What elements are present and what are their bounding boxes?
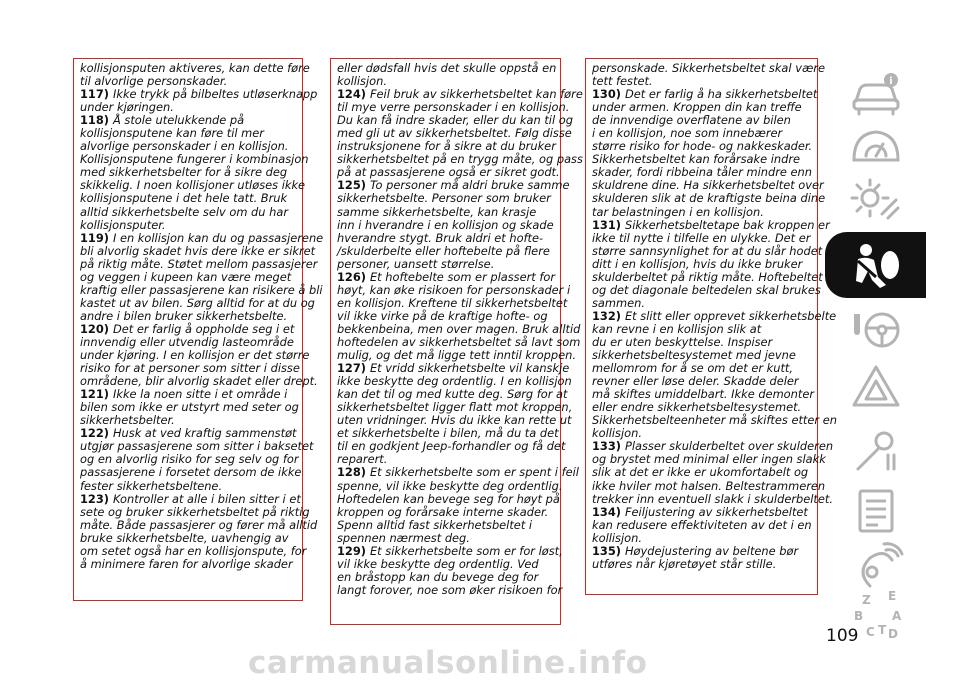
- tab-safety[interactable]: [825, 232, 926, 298]
- line-text: Kollisjonsputene fungerer i kombinasjon: [80, 152, 309, 167]
- line-text: langt forover, noe som øker risikoen for: [337, 582, 563, 597]
- steering-wheel-icon: [848, 304, 904, 356]
- line-text: slik at det er ikke er ukomfortabelt og: [592, 465, 809, 480]
- maintenance-icon: [848, 425, 904, 477]
- line-text: skulderbeltet på riktig måte. Hoftebeltet: [592, 269, 823, 284]
- line-text: sikkerhetsbelte. Personer som bruker: [337, 191, 551, 206]
- line-text: instruksjonene for å sikre at du bruker: [337, 139, 556, 154]
- line-text: eller endre sikkerhetsbeltesystemet.: [592, 400, 802, 415]
- line-text: kroppen og forårsake interne skader.: [337, 504, 549, 519]
- tab-emergency[interactable]: [825, 354, 926, 420]
- text-column-1: [73, 58, 324, 601]
- line-text: sikkerhetsbelter.: [80, 413, 175, 428]
- line-text: Å stole utelukkende på: [112, 113, 245, 128]
- line-text: og en alvorlig risiko for seg selv og for: [80, 452, 299, 467]
- line-text: om setet også har en kollisjonspute, for: [80, 543, 307, 558]
- line-text: de innvendige overflatene av bilen: [592, 113, 791, 128]
- line-text: områdene, blir alvorlig skadet eller drept.: [80, 374, 318, 389]
- note-number: 117): [80, 87, 109, 102]
- line-text: større risiko for hode- og nakkeskader.: [592, 139, 813, 154]
- line-text: skulderen slik at de kraftigste beina dine: [592, 191, 826, 206]
- line-text: samme sikkerhetsbelte, kan krasje: [337, 204, 537, 219]
- line-text: bli alvorlig skadet hvis dere ikke er sikret: [80, 243, 316, 258]
- line-text: skader, fordi ribbeina tåler mindre enn: [592, 165, 812, 180]
- line-text: Kontroller at alle i bilen sitter i et: [112, 491, 301, 506]
- note-number: 121): [80, 387, 109, 402]
- note-number: 124): [337, 87, 366, 102]
- text-column-2: [330, 58, 583, 625]
- line-text: til alvorlige personskader.: [80, 74, 228, 89]
- line-text: med gli ut av sikkerhetsbeltet. Følg disse: [337, 126, 572, 141]
- line-text: kollisjon.: [337, 74, 387, 89]
- note-number: 128): [337, 465, 366, 480]
- line-text: tar belastningen i en kollisjon.: [592, 204, 764, 219]
- note-number: 122): [80, 426, 109, 441]
- line-text: til en godkjent Jeep-forhandler og få det: [337, 439, 566, 454]
- line-text: i en kollisjon, noe som innebærer: [592, 126, 783, 141]
- line-text: med sikkerhetsbelter for å sikre deg: [80, 165, 288, 180]
- line-text: reparert.: [337, 452, 388, 467]
- line-text: utføres når kjøretøyet står stille.: [592, 556, 777, 571]
- line-text: sikkerhetsbeltesystemet med jevne: [592, 348, 796, 363]
- line-text: under armen. Kroppen din kan treffe: [592, 100, 802, 115]
- line-text: fester sikkerhetsbeltene.: [80, 478, 223, 493]
- line-text: personskade. Sikkerhetsbeltet skal være: [592, 61, 825, 75]
- line-text: Ikke la noen sitte i et område i: [112, 387, 288, 402]
- line-text: skuldrene dine. Ha sikkerhetsbeltet over: [592, 178, 824, 193]
- line-text: bekkenbeina, men over magen. Bruk alltid: [337, 321, 581, 336]
- line-text: under kjøring. I en kollisjon er det større: [80, 348, 310, 363]
- index-letter: E: [887, 590, 896, 603]
- index-letter: T: [877, 623, 886, 637]
- line-text: kollisjonsputer.: [80, 217, 166, 232]
- line-text: kan revne i en kollisjon slik at: [592, 321, 762, 336]
- line-text: vil ikke beskytte deg ordentlig. Ved: [337, 556, 539, 571]
- page-number: 109: [826, 626, 859, 646]
- line-text: Plasser skulderbeltet over skulderen: [624, 439, 834, 454]
- index-letter: C: [865, 625, 875, 639]
- note-number: 123): [80, 491, 109, 506]
- line-text: større sannsynlighet for at du slår hodet: [592, 243, 823, 258]
- line-text: Et vridd sikkerhetsbelte vil kanskje: [369, 361, 570, 376]
- note-number: 126): [337, 269, 366, 284]
- line-text: Det er farlig å oppholde seg i et: [112, 321, 295, 336]
- svg-text:i: i: [888, 76, 893, 87]
- line-text: trekker inn eventuell slakk i skulderbeltet.: [592, 491, 833, 506]
- line-text: Feil bruk av sikkerhetsbeltet kan føre: [369, 87, 583, 102]
- line-text: under kjøringen.: [80, 100, 174, 115]
- line-text: Det er farlig å ha sikkerhetsbeltet: [624, 87, 818, 102]
- line-text: sikkerhetsbeltet ligger flatt mot kroppen,: [337, 400, 573, 415]
- line-text: spennen nærmest deg.: [337, 530, 470, 545]
- line-text: kollisjonsputene i det hele tatt. Bruk: [80, 191, 288, 206]
- line-text: skikkelig. I noen kollisjoner utløses ikke: [80, 178, 306, 193]
- line-text: Et sikkerhetsbelte som er spent i feil: [369, 465, 579, 480]
- line-text: uten vridninger. Hvis du ikke kan rette ut: [337, 413, 572, 428]
- specifications-icon: [848, 485, 904, 537]
- line-text: Sikkerhetsbeltet kan forårsake indre: [592, 152, 801, 167]
- line-text: en bråstopp kan du bevege deg for: [337, 569, 539, 584]
- index-letter: Z: [861, 593, 871, 607]
- note-number: 125): [337, 178, 366, 193]
- note-number: 118): [80, 113, 109, 128]
- line-text: ikke til nytte i tilfelle en ulykke. Det er: [592, 230, 811, 245]
- line-text: måte. Både passasjerer og fører må alltid: [80, 517, 318, 532]
- line-text: til mye verre personskader i en kollisjon.: [337, 100, 570, 115]
- line-text: bilen som ikke er utstyrt med seter og: [80, 400, 299, 415]
- note-number: 120): [80, 321, 109, 336]
- line-text: du er uten beskyttelse. Inspiser: [592, 334, 773, 349]
- warning-triangle-icon: [848, 361, 904, 413]
- line-text: Hoftedelen kan bevege seg for høyt på: [337, 491, 560, 506]
- line-text: mulig, og det må ligge tett inntil kroppen.: [337, 348, 576, 363]
- line-text: kastet ut av bilen. Sørg alltid for at du og: [80, 295, 315, 310]
- line-text: bruke sikkerhetsbelte, uavhengig av: [80, 530, 289, 545]
- line-text: en kollisjon. Kreftene til sikkerhetsbeltet: [337, 295, 568, 310]
- line-text: kraftig eller passasjerene kan risikere å bli: [80, 282, 323, 297]
- text-column-3: [585, 58, 837, 595]
- line-text: kollisjon.: [592, 530, 642, 545]
- line-text: Du kan få indre skader, eller du kan til og: [337, 113, 573, 128]
- tab-lights[interactable]: [825, 167, 926, 233]
- line-text: hverandre stygt. Bruk aldri et hofte-: [337, 230, 544, 245]
- text-line: [592, 558, 811, 571]
- line-text: innvendig eller utvendig lasteområde: [80, 334, 294, 349]
- line-text: Et hoftebelte som er plassert for: [369, 269, 556, 284]
- lights-icon: [848, 174, 904, 226]
- line-text: Et slitt eller opprevet sikkerhetsbelte: [624, 308, 837, 323]
- line-text: utgjør passasjerene som sitter i baksetet: [80, 439, 314, 454]
- line-text: revner eller løse deler. Skadde deler: [592, 374, 799, 389]
- line-text: spenne, vil ikke beskytte deg ordentlig.: [337, 478, 563, 493]
- line-text: kan redusere effektiviteten av det i en: [592, 517, 812, 532]
- line-text: må skiftes umiddelbart. Ikke demonter: [592, 387, 815, 402]
- line-text: tett festet.: [592, 74, 653, 89]
- line-text: Spenn alltid fast sikkerhetsbeltet i: [337, 517, 533, 532]
- line-text: å minimere faren for alvorlige skader: [80, 556, 293, 571]
- line-text: Sikkerhetsbeltetape bak kroppen er: [624, 217, 830, 232]
- line-text: på riktig måte. Støtet mellom passasjerer: [80, 256, 318, 271]
- line-text: kollisjon.: [592, 426, 642, 441]
- note-number: 129): [337, 543, 366, 558]
- note-number: 131): [592, 217, 621, 232]
- line-text: Et sikkerhetsbelte som er for løst,: [369, 543, 563, 558]
- index-letter: D: [887, 627, 898, 641]
- line-text: sete og bruker sikkerhetsbeltet på riktig: [80, 504, 310, 519]
- text-line: [80, 558, 296, 571]
- index-letter: B: [853, 609, 863, 623]
- note-number: 132): [592, 308, 621, 323]
- line-text: /skulderbelte eller hoftebelte på flere: [337, 243, 550, 258]
- line-text: hoftedelen av sikkerhetsbeltet så lavt som: [337, 334, 581, 349]
- note-number: 127): [337, 361, 366, 376]
- note-number: 130): [592, 87, 621, 102]
- line-text: og brystet med minimal eller ingen slakk: [592, 452, 826, 467]
- line-text: Sikkerhetsbelteenheter må skiftes etter en: [592, 413, 837, 428]
- line-text: kollisjonsputene kan føre til mer: [80, 126, 264, 141]
- text-line: [337, 582, 563, 597]
- line-text: ikke hviler mot halsen. Beltestrammeren: [592, 478, 826, 493]
- note-number: 119): [80, 230, 109, 245]
- line-text: alvorlige personskader i en kollisjon.: [80, 139, 289, 154]
- line-text: eller dødsfall hvis det skulle oppstå en: [337, 61, 557, 75]
- line-text: vil ikke virke på de kraftige hofte- og: [337, 308, 548, 323]
- line-text: og veggen i kupeen kan være meget: [80, 269, 292, 284]
- line-text: Høydejustering av beltene bør: [624, 543, 799, 558]
- line-text: passasjerene i forsetet dersom de ikke: [80, 465, 302, 480]
- line-text: sikkerhetsbeltet på en trygg måte, og pass: [337, 152, 583, 167]
- line-text: Feiljustering av sikkerhetsbeltet: [624, 504, 808, 519]
- line-text: kan det til og med kutte deg. Sørg for at: [337, 387, 568, 402]
- seatbelt-airbag-icon: [848, 239, 904, 291]
- line-text: høyt, kan øke risikoen for personskader i: [337, 282, 571, 297]
- line-text: andre i bilen bruker sikkerhetsbelte.: [80, 308, 288, 323]
- line-text: Husk at ved kraftig sammenstøt: [112, 426, 297, 441]
- index-letter: A: [891, 609, 901, 623]
- line-text: mellomrom for å se om det er kutt,: [592, 361, 794, 376]
- tab-maintenance[interactable]: [825, 418, 926, 484]
- line-text: inn i hverandre i en kollisjon og skade: [337, 217, 554, 232]
- line-text: To personer må aldri bruke samme: [369, 178, 570, 193]
- line-text: personer, uansett størrelse.: [337, 256, 495, 271]
- note-number: 134): [592, 504, 621, 519]
- line-text: sammen.: [592, 295, 645, 310]
- car-info-icon: [848, 67, 904, 119]
- line-text: alltid sikkerhetsbelte selv om du har: [80, 204, 289, 219]
- line-text: I en kollisjon kan du og passasjerene: [112, 230, 324, 245]
- note-number: 133): [592, 439, 621, 454]
- line-text: Ikke trykk på bilbeltes utløserknapp: [112, 87, 318, 102]
- line-text: kollisjonsputen aktiveres, kan dette føre: [80, 61, 310, 75]
- line-text: et sikkerhetsbelte i bilen, må du ta det: [337, 426, 559, 441]
- line-text: ikke beskytte deg ordentlig. I en kollisjon: [337, 374, 572, 389]
- note-number: 135): [592, 543, 621, 558]
- line-text: og det diagonale beltedelen skal brukes: [592, 282, 821, 297]
- line-text: risiko for at personer som sitter i disse: [80, 361, 300, 376]
- dashboard-icon: [848, 120, 904, 172]
- line-text: ditt i en kollisjon, hvis du ikke bruker: [592, 256, 803, 271]
- line-text: på at passasjerene også er sikret godt.: [337, 165, 560, 180]
- watermark-text: carmanualsonline.info: [248, 645, 648, 681]
